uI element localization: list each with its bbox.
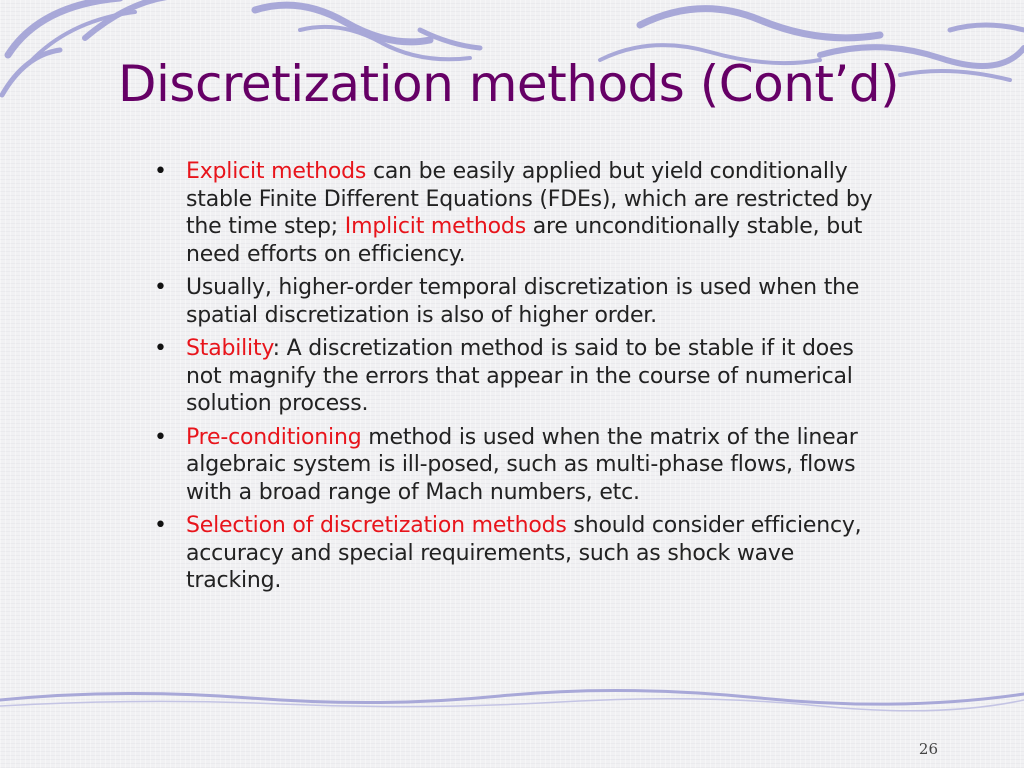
bullet-text: can be easily applied but yield conditionally stable Finite Different Equations (FDEs), which are restricted by the time step; <box>186 159 873 239</box>
bullet-item <box>148 335 893 418</box>
slide-title: Discretization methods (Cont’d) <box>118 55 900 113</box>
bullet-dot-icon: • <box>154 513 167 538</box>
bullet-dot-icon: • <box>154 424 167 450</box>
bullet-item <box>148 512 893 595</box>
term-pre-conditioning: Pre-conditioning <box>186 424 362 450</box>
term-explicit-methods: Explicit methods <box>186 159 367 184</box>
bullet-text: should consider efficiency, accuracy and special requirements, such as shock wave tracking. <box>186 513 862 593</box>
bullet-text: : A discretization method is said to be stable if it does not magnify the errors that appear in the course of numerical solution process. <box>186 336 854 416</box>
bullet-text: are unconditionally stable, but need efforts on efficiency. <box>186 214 863 267</box>
term-implicit-methods: Implicit methods <box>344 214 526 239</box>
bullet-text: method is used when the matrix of the linear algebraic system is ill-posed, such as multi-phase flows, flows with a broad range of Mach numbers, etc. <box>186 424 858 505</box>
bullet-item <box>148 158 893 268</box>
bullet-dot-icon: • <box>154 275 167 300</box>
bullet-list <box>148 158 893 601</box>
bullet-dot-icon: • <box>154 336 167 361</box>
bullet-dot-icon: • <box>154 159 167 184</box>
bullet-item <box>148 274 893 329</box>
slide-number: 26 <box>918 740 938 758</box>
bullet-item <box>148 424 893 507</box>
term-selection-of-discretization-methods: Selection of discretization methods <box>186 513 567 538</box>
bullet-text: Usually, higher-order temporal discretization is used when the spatial discretization is also of higher order. <box>186 275 860 328</box>
term-stability: Stability <box>186 336 273 361</box>
